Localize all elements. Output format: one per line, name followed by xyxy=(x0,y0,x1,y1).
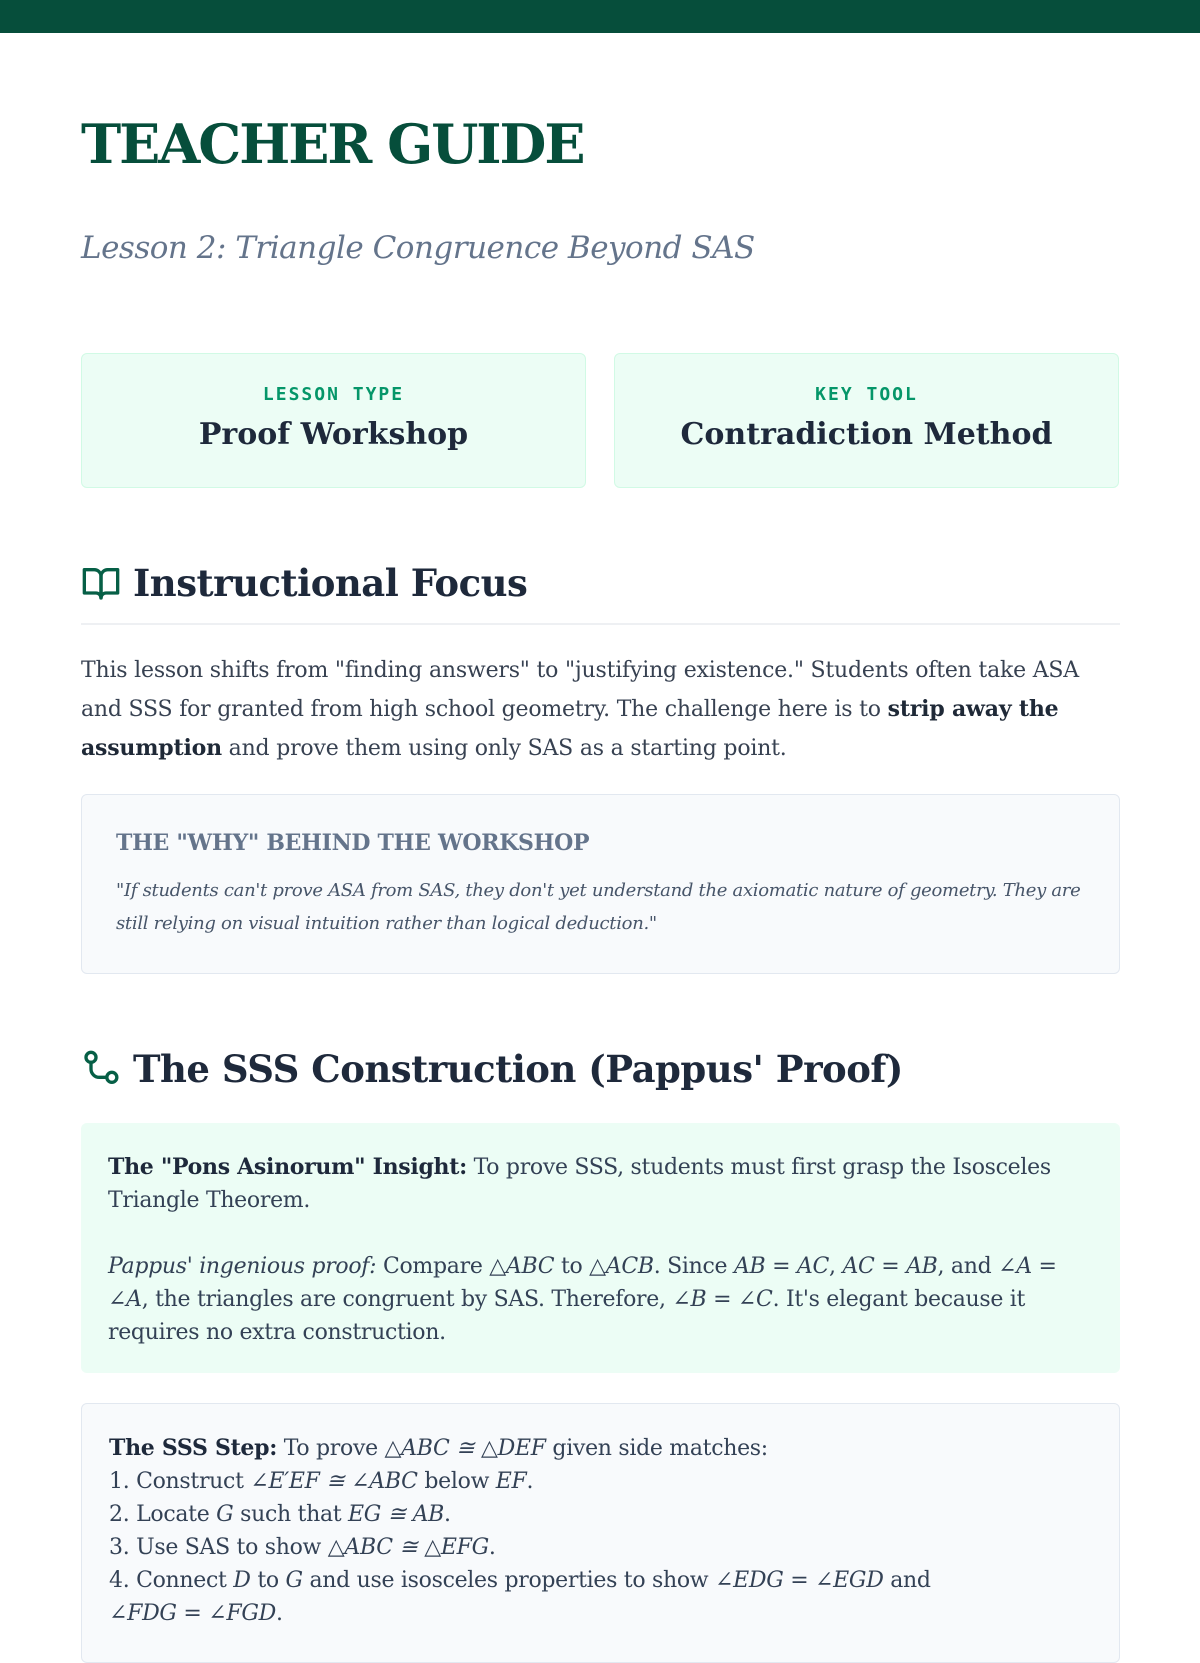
intro-emphasis: strip away the assumption xyxy=(81,696,1059,761)
text: To prove xyxy=(277,1436,385,1461)
text: , xyxy=(829,1254,843,1279)
intro-text-end: and prove them using only SAS as a starting point. xyxy=(221,736,787,761)
step-intro-line xyxy=(109,1432,1092,1465)
text: Compare xyxy=(376,1254,490,1279)
step-item xyxy=(109,1465,1092,1498)
pons-asinorum-callout xyxy=(81,1123,1120,1373)
math: AC = AB xyxy=(842,1254,938,1279)
key-tool-card xyxy=(614,353,1119,488)
why-callout-quote: "If students can't prove ASA from SAS, they don't yet understand the axiomatic nature of geometry. They are still relying on visual intuition rather than logical deduction." xyxy=(116,880,1081,934)
section-title: The SSS Construction (Pappus' Proof) xyxy=(133,1047,903,1091)
route-icon xyxy=(81,1049,121,1089)
text: given side matches: xyxy=(545,1436,768,1461)
lesson-type-card xyxy=(81,353,586,488)
why-callout-title: THE "WHY" BEHIND THE WORKSHOP xyxy=(116,830,590,856)
text: to xyxy=(554,1254,590,1279)
math: EG ≅ AB xyxy=(348,1502,445,1527)
text: 2. Locate xyxy=(109,1502,217,1527)
math: EF xyxy=(495,1469,527,1494)
text: . xyxy=(444,1502,451,1527)
text: , the triangles are congruent by SAS. Therefore, xyxy=(141,1287,673,1312)
pappus-paragraph xyxy=(108,1250,1094,1349)
step-lead: The SSS Step: xyxy=(109,1435,278,1461)
math: AB = AC xyxy=(733,1254,830,1279)
text: 4. Connect xyxy=(109,1568,234,1593)
text: , and xyxy=(937,1254,999,1279)
math: D xyxy=(233,1568,251,1593)
text: below xyxy=(417,1469,496,1494)
math: ∠FDG = ∠FGD xyxy=(109,1601,276,1626)
math: ∠B = ∠C xyxy=(672,1287,773,1312)
book-open-icon xyxy=(81,563,121,603)
page-title: TEACHER GUIDE xyxy=(81,112,584,176)
top-accent-bar xyxy=(0,0,1200,33)
math: ∠A = ∠A xyxy=(108,1254,1057,1312)
lesson-type-label: LESSON TYPE xyxy=(262,384,405,405)
lesson-meta-cards xyxy=(81,353,1120,490)
step-item xyxy=(109,1531,1092,1564)
text: . xyxy=(526,1469,534,1494)
text: . It's elegant because it requires no extra construction. xyxy=(108,1287,1026,1345)
math: ∠EDG = ∠EGD xyxy=(715,1568,884,1593)
insight-paragraph xyxy=(108,1151,1094,1217)
math: △ABC ≅ △DEF xyxy=(384,1436,546,1461)
text: 3. Use SAS to show xyxy=(109,1535,328,1560)
math: G xyxy=(216,1502,234,1527)
math: ∠E′EF ≅ ∠ABC xyxy=(250,1469,418,1494)
section-divider xyxy=(81,623,1120,625)
text: and use isosceles properties to show xyxy=(302,1568,715,1593)
math: △ABC ≅ △EFG xyxy=(327,1535,489,1560)
text: to xyxy=(250,1568,286,1593)
why-callout xyxy=(81,794,1120,974)
intro-text: This lesson shifts from "finding answers" to "justifying existence." Students often take ASA and SSS for granted from high school geometry. The challenge here is to xyxy=(81,658,1079,722)
text: . Since xyxy=(653,1254,734,1279)
key-tool-value: Contradiction Method xyxy=(680,417,1053,452)
lesson-type-value: Proof Workshop xyxy=(198,417,469,452)
section-title: Instructional Focus xyxy=(133,561,528,605)
math: △ABC xyxy=(489,1254,555,1279)
text: . xyxy=(488,1535,496,1560)
text: 1. Construct xyxy=(109,1469,251,1494)
text: such that xyxy=(233,1502,349,1527)
insight-lead: The "Pons Asinorum" Insight: xyxy=(108,1154,467,1180)
step-item xyxy=(109,1564,1092,1597)
insight-text: To prove SSS, students must first grasp the Isosceles Triangle Theorem. xyxy=(108,1155,1051,1213)
sss-step-callout xyxy=(81,1403,1120,1663)
pappus-lead: Pappus' ingenious proof: xyxy=(108,1254,377,1279)
math: △ACB xyxy=(589,1254,654,1279)
lesson-subtitle: Lesson 2: Triangle Congruence Beyond SAS xyxy=(81,230,755,266)
text: and xyxy=(883,1568,931,1593)
step-item xyxy=(109,1597,1092,1630)
text: . xyxy=(275,1601,283,1626)
sss-construction-heading xyxy=(81,1047,1120,1091)
key-tool-label: KEY TOOL xyxy=(815,384,918,405)
instructional-focus-heading xyxy=(81,561,1120,605)
step-item xyxy=(109,1498,1092,1531)
focus-intro-paragraph xyxy=(81,652,1120,768)
math: G xyxy=(285,1568,303,1593)
